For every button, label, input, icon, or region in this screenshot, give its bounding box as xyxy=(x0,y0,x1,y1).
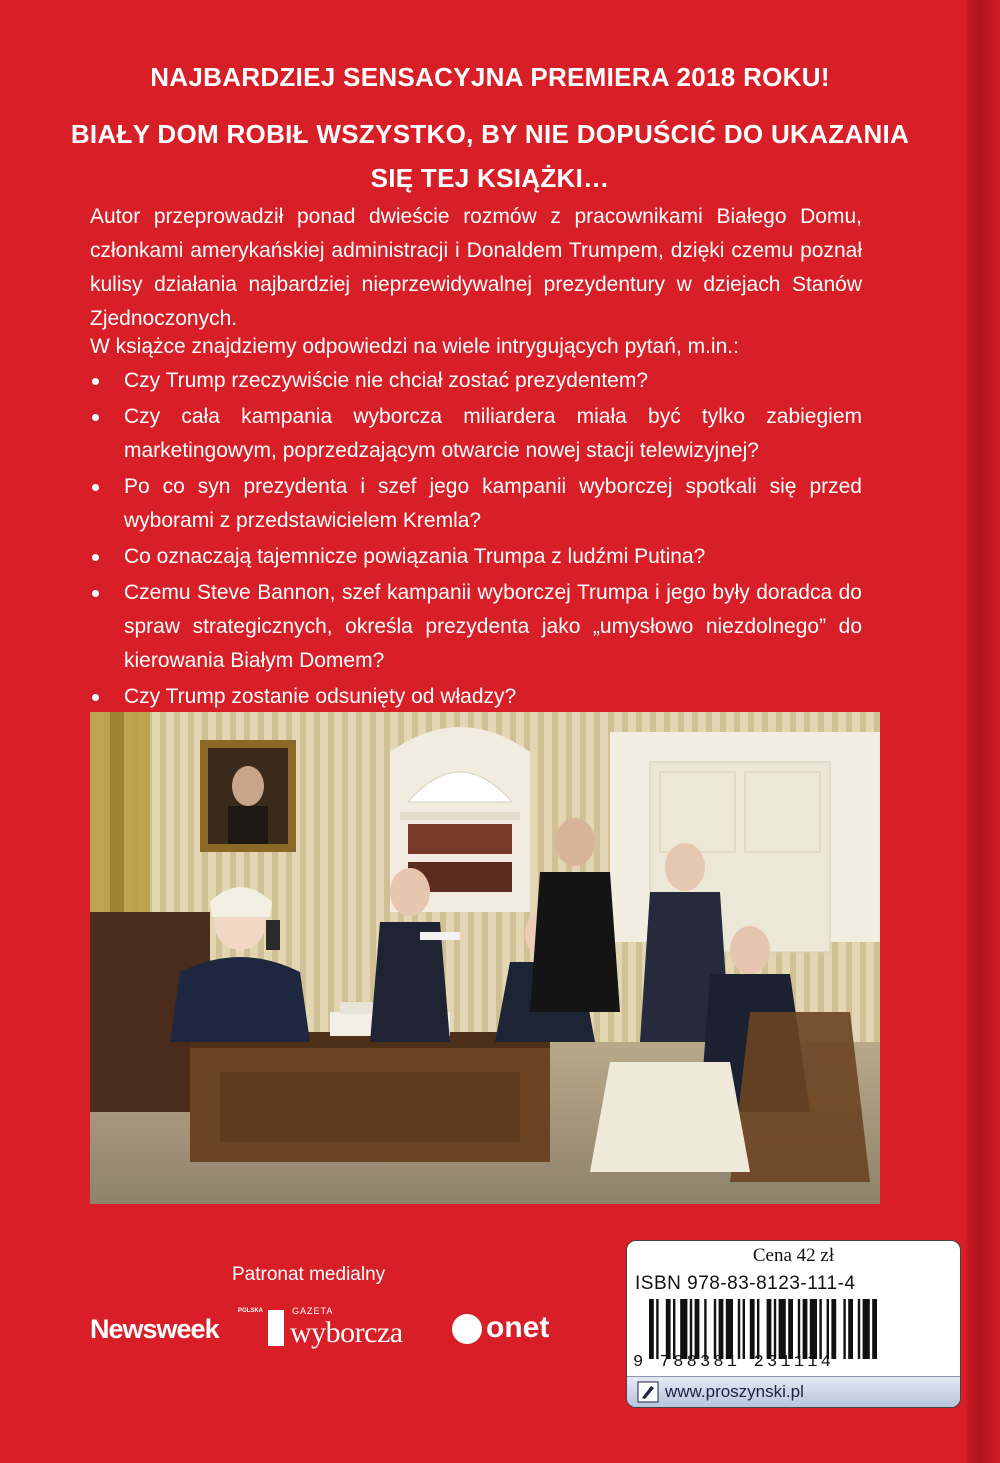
price: Cena 42 zł xyxy=(752,1245,835,1266)
questions-list xyxy=(90,364,862,716)
list-item: Czy Trump rzeczywiście nie chciał zostać prezydentem? xyxy=(90,364,862,398)
barcode-bar xyxy=(714,1299,716,1359)
gazeta-label: GAZETA xyxy=(292,1306,334,1316)
wyborcza-bar xyxy=(268,1310,284,1346)
barcode-bar xyxy=(843,1299,845,1359)
barcode-bar xyxy=(719,1299,724,1359)
barcode-bar xyxy=(872,1299,877,1359)
barcode-bar xyxy=(726,1299,733,1359)
barcode-bar xyxy=(673,1299,675,1359)
intro-paragraph: Autor przeprowadził ponad dwieście rozmów z pracownikami Białego Domu, członkami amerykańskiej administracji i Donaldem Trumpem, dzięki czemu poznał kulisy działania najbardziej nieprzewidywalnej prezydentury w dziejach Stanów Zjednoczonych. xyxy=(90,205,862,330)
barcode-bar xyxy=(680,1299,687,1359)
headline-line-3: SIĘ TEJ KSIĄŻKI… xyxy=(370,163,610,193)
list-item: Co oznaczają tajemnicze powiązania Trumpa z ludźmi Putina? xyxy=(90,540,862,574)
barcode-bar xyxy=(798,1299,800,1359)
bullet-icon xyxy=(92,414,99,421)
oval-office-photo xyxy=(90,712,880,1204)
isbn: ISBN 978-83-8123-111-4 xyxy=(635,1273,856,1294)
barcode-bar xyxy=(695,1299,700,1359)
barcode-bar xyxy=(863,1299,870,1359)
barcode-bar xyxy=(666,1299,671,1359)
barcode-digits: 9 788381 231114 xyxy=(633,1353,835,1372)
onet-circle-icon xyxy=(452,1314,482,1344)
barcode-bar xyxy=(767,1299,772,1359)
gazeta-wyborcza-logo xyxy=(268,1304,448,1354)
onet-wordmark: onet xyxy=(486,1311,550,1344)
barcode-bar xyxy=(810,1299,817,1359)
headline-line-2: BIAŁY DOM ROBIŁ WSZYSTKO, BY NIE DOPUŚCIĆ DO UKAZANIA xyxy=(70,119,910,149)
barcode-bar xyxy=(848,1299,853,1359)
barcode-bar xyxy=(656,1299,658,1359)
barcode xyxy=(649,1299,949,1359)
barcode-bar xyxy=(738,1299,740,1359)
list-item: Czy cała kampania wyborcza miliardera miała być tylko zabiegiem marketingowym, poprzedzającym otwarcie nowej stacji telewizyjnej? xyxy=(90,400,862,468)
publisher-strip xyxy=(627,1376,960,1407)
barcode-bar xyxy=(858,1299,860,1359)
list-item: Czemu Steve Bannon, szef kampanii wyborczej Trumpa i jego były doradca do spraw strategicznych, określa prezydenta jako „umysłowo niezdolnego” do kierowania Białym Domem? xyxy=(90,576,862,678)
barcode-bar xyxy=(649,1299,654,1359)
wyborcza-wordmark: wyborcza xyxy=(290,1316,403,1349)
cover-edge xyxy=(966,0,1000,1463)
barcode-bar xyxy=(788,1299,793,1359)
barcode-bar xyxy=(750,1299,755,1359)
list-item: Czy Trump zostanie odsunięty od władzy? xyxy=(90,680,862,714)
barcode-bar xyxy=(743,1299,745,1359)
barcode-bar xyxy=(704,1299,706,1359)
barcode-bar xyxy=(757,1299,759,1359)
barcode-bar xyxy=(827,1299,829,1359)
headline-line-1: NAJBARDZIEJ SENSACYJNA PREMIERA 2018 ROKU! xyxy=(150,62,830,92)
barcode-bar xyxy=(779,1299,786,1359)
bullet-icon xyxy=(92,554,99,561)
bullet-icon xyxy=(92,378,99,385)
bullet-icon xyxy=(92,484,99,491)
media-patronage-label: Patronat medialny xyxy=(232,1264,386,1285)
list-item: Po co syn prezydenta i szef jego kampanii wyborczej spotkali się przed wyborami z przedstawicielem Kremla? xyxy=(90,470,862,538)
questions-lead: W książce znajdziemy odpowiedzi na wiele intrygujących pytań, m.in.: xyxy=(90,335,739,358)
publisher-pen-icon xyxy=(637,1381,659,1403)
barcode-bar xyxy=(803,1299,808,1359)
onet-logo xyxy=(452,1312,582,1348)
newsweek-logo: Newsweek xyxy=(90,1314,219,1344)
bullet-icon xyxy=(92,590,99,597)
barcode-bar xyxy=(690,1299,692,1359)
price-isbn-label xyxy=(626,1240,961,1408)
publisher-url: www.proszynski.pl xyxy=(665,1382,804,1401)
barcode-bar xyxy=(831,1299,836,1359)
barcode-bar xyxy=(819,1299,821,1359)
barcode-bar xyxy=(774,1299,776,1359)
newsweek-polska-label: POLSKA xyxy=(238,1308,264,1314)
headline-lines-2-3 xyxy=(60,112,920,200)
bullet-icon xyxy=(92,694,99,701)
